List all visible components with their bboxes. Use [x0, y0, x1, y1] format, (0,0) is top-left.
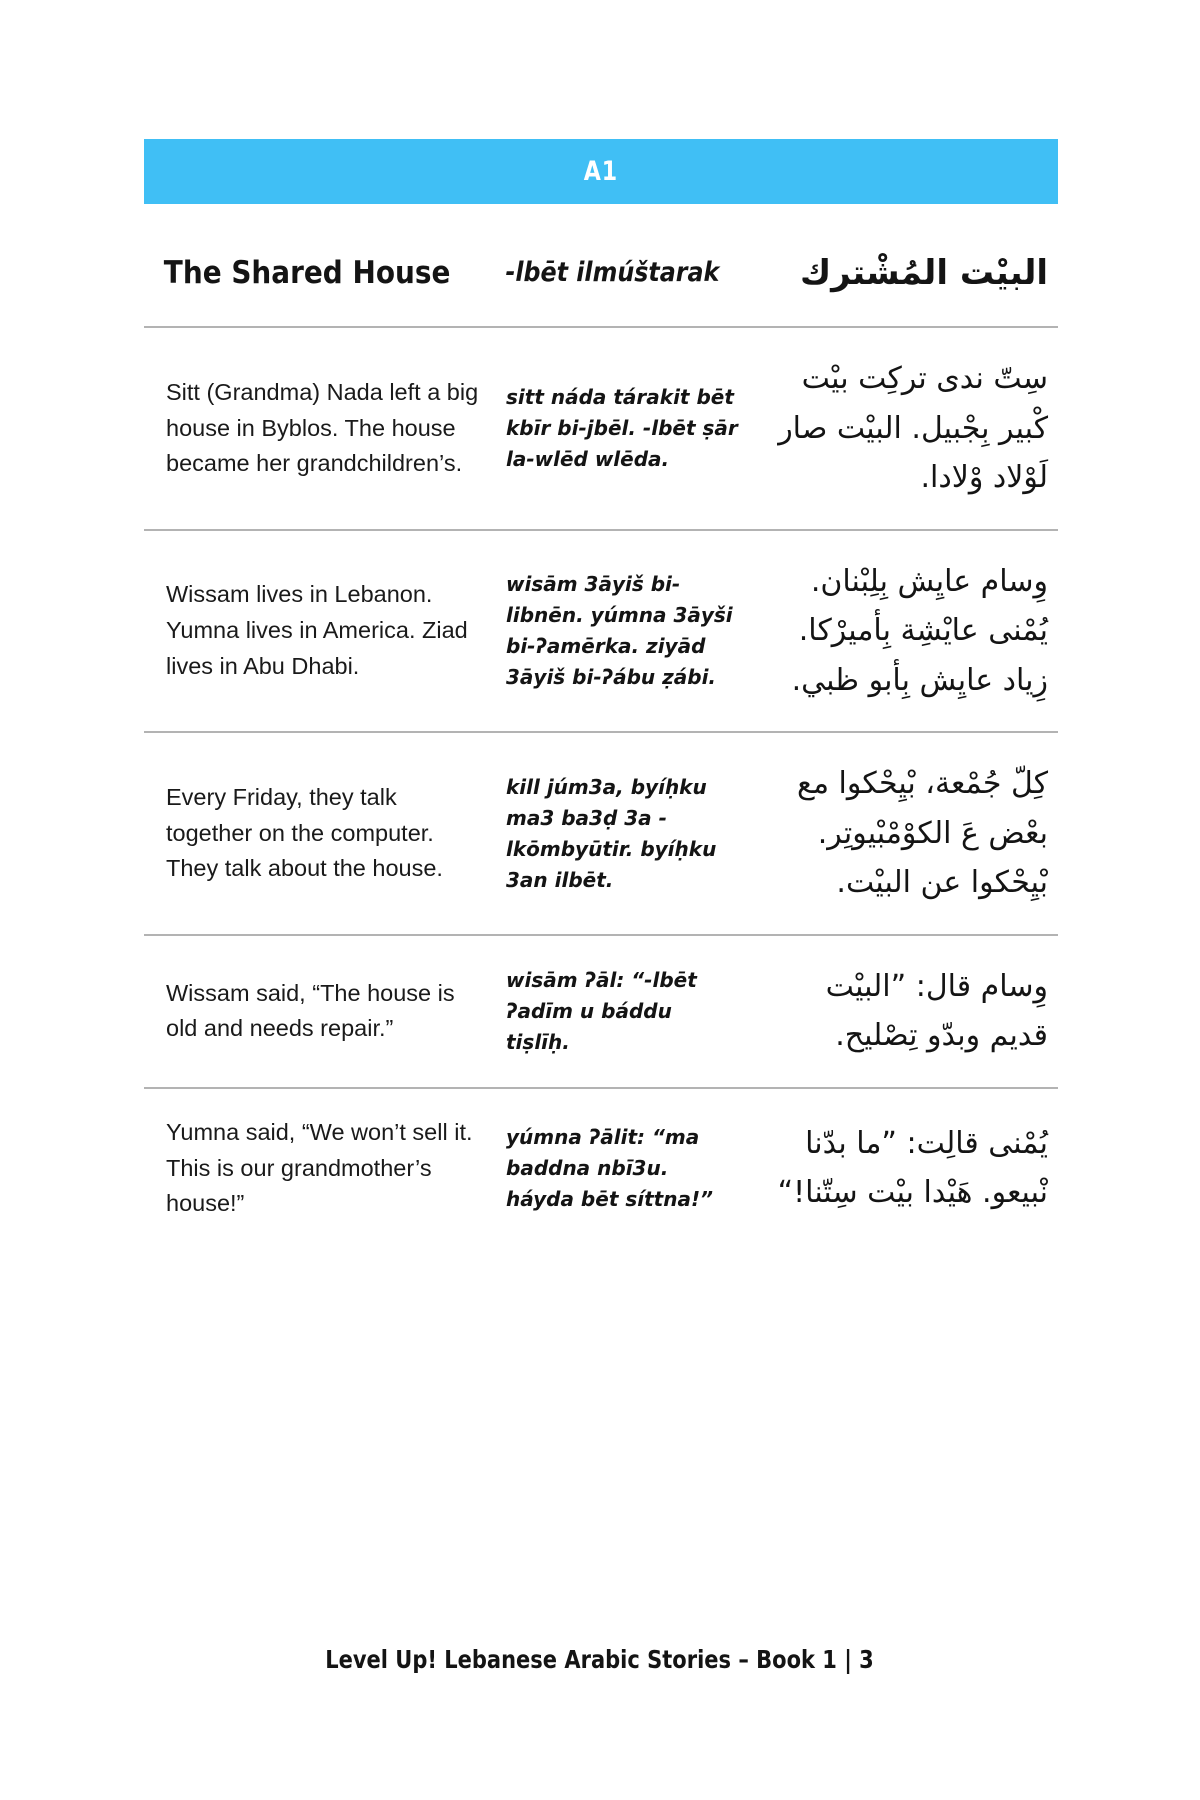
cell-english: Wissam said, “The house is old and needs repair.” — [166, 979, 455, 1042]
cell-transliteration: yúmna ʔālit: “ma baddna nbī3u. háyda bēt síttna!” — [506, 1124, 713, 1211]
table-title-row — [144, 227, 1058, 327]
title-transliteration: -lbēt ilmúštarak — [505, 257, 720, 289]
cell-transliteration: sitt náda tárakit bēt kbīr bi-jbēl. -lbēt ṣār la-wlēd wlēda. — [506, 385, 738, 472]
cell-transliteration: wisām ʔāl: “-lbēt ʔadīm u báddu tiṣlīḥ. — [506, 967, 697, 1054]
cell-arabic: وسام عايش بلبنان. يمنى عايشة بأميركا. زياد عايش بأبو ظبي. — [791, 563, 1048, 698]
cell-english: Every Friday, they talk together on the computer. They talk about the house. — [166, 783, 443, 882]
level-label: A1 — [583, 156, 619, 187]
table-row — [144, 1089, 1058, 1248]
cell-arabic: يمنى قالت: ”ما بدنا نبيعو. هيدا بيت ستنا!“ — [777, 1125, 1048, 1211]
footer-text: Level Up! Lebanese Arabic Stories – Book 1 | 3 — [325, 1645, 875, 1674]
table-row — [144, 936, 1058, 1088]
cell-arabic: كل جمعة، بيحكوا مع بعض ع الكومبيوتر. بيحكوا عن البيت. — [796, 766, 1048, 901]
table-row — [144, 733, 1058, 935]
cell-transliteration: kill júm3a, byíḥku ma3 ba3ḍ 3a -lkōmbyūtir. byíḥku 3an ilbēt. — [506, 774, 717, 892]
cell-english: Yumna said, “We won’t sell it. This is our grandmother’s house!” — [166, 1118, 473, 1217]
cell-arabic: وسام قال: ”البيت قديم وبدو تصليح. — [825, 968, 1048, 1054]
title-english: The Shared House — [163, 255, 451, 292]
cell-english: Sitt (Grandma) Nada left a big house in Byblos. The house became her grandchildren’s. — [166, 378, 479, 477]
story-table — [144, 227, 1058, 1248]
level-banner — [144, 139, 1058, 204]
table-row — [144, 328, 1058, 530]
cell-arabic: ست ندى تركت بيت كبير بجبيل. البيت صار لولاد ولادا. — [778, 361, 1048, 496]
cell-english: Wissam lives in Lebanon. Yumna lives in America. Ziad lives in Abu Dhabi. — [166, 581, 468, 679]
cell-transliteration: wisām 3āyiš bi-libnēn. yúmna 3āyši bi-ʔamērka. ziyād 3āyiš bi-ʔábu ẓábi. — [506, 572, 733, 690]
table-row — [144, 531, 1058, 733]
page-footer — [0, 1645, 1200, 1674]
title-arabic: البيت المشترك — [799, 253, 1048, 293]
